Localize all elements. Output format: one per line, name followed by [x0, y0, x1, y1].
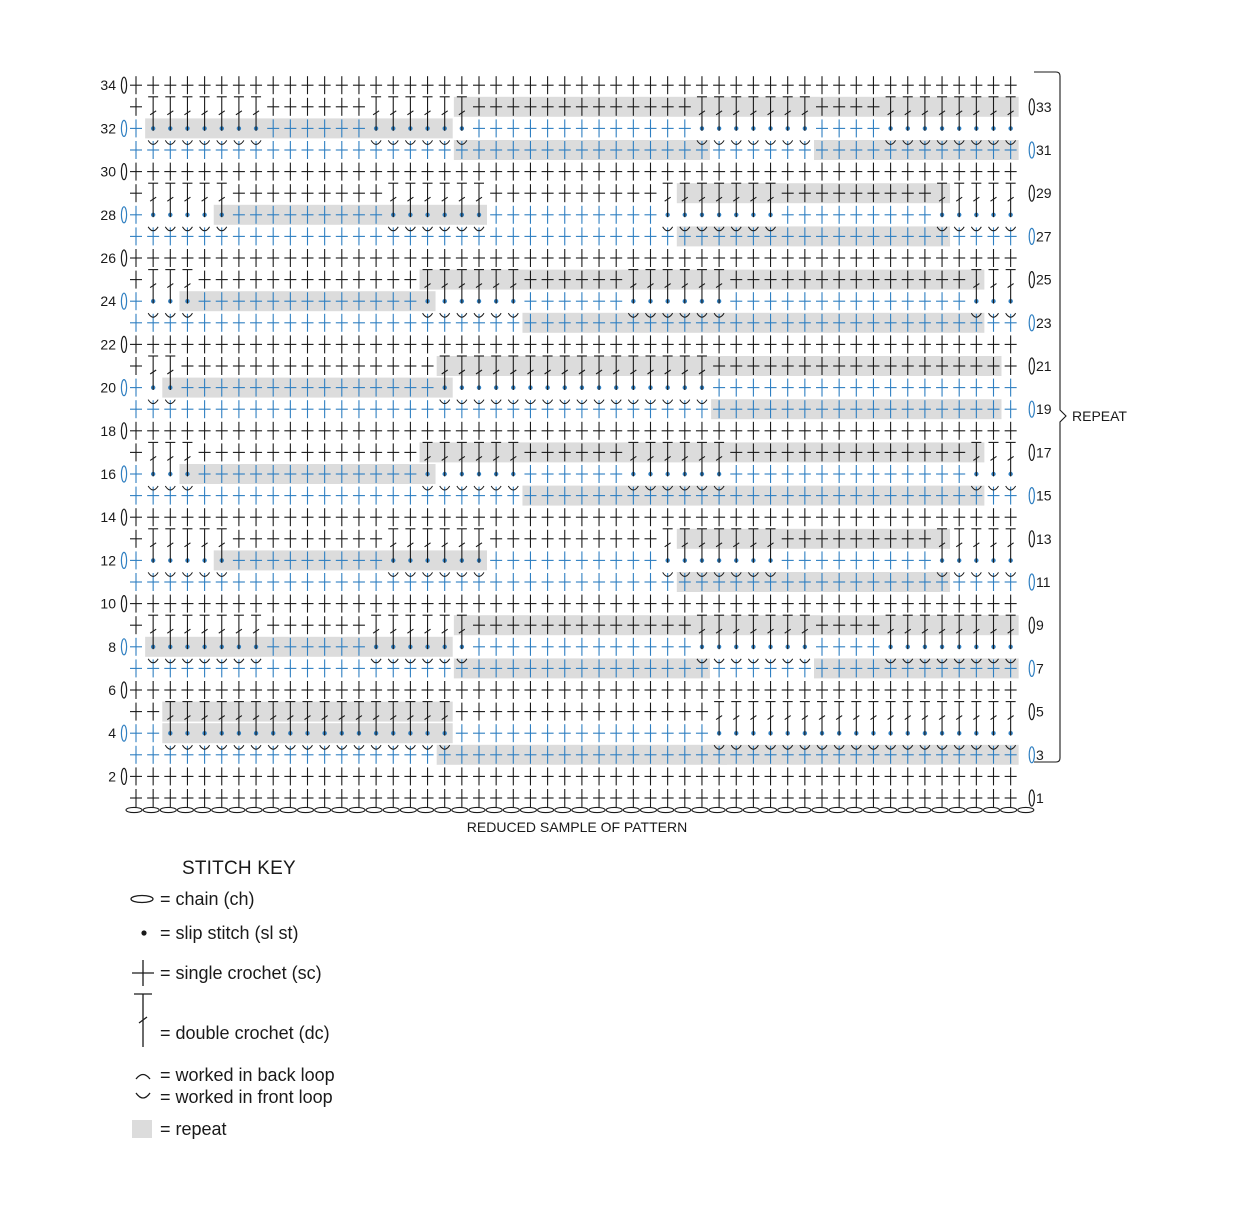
row-number-left: 18	[100, 422, 116, 439]
foundation-chain-mark	[761, 807, 777, 812]
turning-chain-mark	[1029, 747, 1034, 763]
key-label-chain: = chain (ch)	[160, 888, 255, 909]
row-number-right: 3	[1036, 746, 1044, 763]
row-number-right: 5	[1036, 703, 1044, 720]
key-label-front-loop: = worked in front loop	[160, 1086, 333, 1107]
row-number-left: 12	[100, 552, 116, 569]
turning-chain-mark	[121, 509, 126, 525]
repeat-label: REPEAT	[1072, 408, 1127, 424]
row-number-right: 13	[1036, 530, 1052, 547]
key-label-double-crochet: = double crochet (dc)	[160, 1022, 330, 1043]
row-number-left: 24	[100, 293, 116, 310]
back-loop-icon	[128, 1064, 160, 1086]
turning-chain-mark	[121, 552, 126, 568]
row-number-right: 9	[1036, 617, 1044, 634]
foundation-chain-mark	[349, 807, 365, 812]
foundation-chain-mark	[298, 807, 314, 812]
key-label-single-crochet: = single crochet (sc)	[160, 962, 322, 983]
foundation-chain-mark	[520, 807, 536, 812]
slip-stitch-icon	[128, 918, 160, 948]
chart-caption: REDUCED SAMPLE OF PATTERN	[466, 819, 688, 835]
row-number-left: 10	[100, 595, 116, 612]
row-number-right: 21	[1036, 358, 1052, 374]
foundation-chain-mark	[726, 807, 742, 812]
foundation-chain-mark	[932, 807, 948, 812]
chain-icon	[128, 884, 160, 914]
turning-chain-mark	[1029, 488, 1034, 504]
key-item-front-loop	[128, 1086, 548, 1108]
turning-chain-mark	[1029, 358, 1034, 374]
foundation-chain-mark	[486, 807, 502, 812]
foundation-chain-mark	[692, 807, 708, 812]
foundation-chain-mark	[743, 807, 759, 812]
foundation-chain-mark	[383, 807, 399, 812]
turning-chain-mark	[121, 164, 126, 180]
row-number-right: 17	[1036, 444, 1052, 461]
front-loop-icon	[128, 1086, 160, 1108]
row-number-left: 26	[100, 250, 116, 266]
foundation-chain-mark	[606, 807, 622, 812]
row-number-left: 8	[108, 638, 116, 655]
turning-chain-mark	[121, 682, 126, 698]
row-number-right: 31	[1036, 142, 1052, 158]
row-number-right: 23	[1036, 314, 1052, 331]
turning-chain-mark	[121, 77, 126, 93]
foundation-chain-mark	[675, 807, 691, 812]
row-number-right: 27	[1036, 228, 1052, 245]
foundation-chain-mark	[126, 807, 142, 812]
turning-chain-mark	[1029, 531, 1034, 547]
foundation-chain-mark	[984, 807, 1000, 812]
foundation-chain-mark	[795, 807, 811, 812]
turning-chain-mark	[1029, 272, 1034, 288]
row-number-left: 14	[100, 509, 116, 526]
repeat-band	[145, 637, 453, 657]
row-number-left: 30	[100, 163, 116, 180]
turning-chain-mark	[121, 596, 126, 612]
row-number-left: 34	[100, 77, 116, 94]
foundation-chain-mark	[418, 807, 434, 812]
row-number-right: 29	[1036, 185, 1052, 202]
foundation-chain-mark	[572, 807, 588, 812]
foundation-chain-mark	[778, 807, 794, 812]
turning-chain-mark	[121, 768, 126, 784]
turning-chain-mark	[1029, 142, 1034, 158]
foundation-chain-mark	[400, 807, 416, 812]
turning-chain-mark	[121, 639, 126, 655]
key-item-double-crochet	[128, 1018, 548, 1048]
row-number-left: 32	[100, 120, 116, 137]
foundation-chain-mark	[898, 807, 914, 812]
key-label-repeat: = repeat	[160, 1118, 227, 1139]
foundation-chain-mark	[863, 807, 879, 812]
foundation-chain-mark	[623, 807, 639, 812]
foundation-chain-mark	[641, 807, 657, 812]
row-number-left: 28	[100, 206, 116, 223]
foundation-chain-mark	[332, 807, 348, 812]
turning-chain-mark	[121, 380, 126, 396]
turning-chain-mark	[1029, 660, 1034, 676]
row-number-right: 1	[1036, 790, 1044, 806]
turning-chain-mark	[1029, 574, 1034, 590]
foundation-chain-mark	[812, 807, 828, 812]
foundation-chain-mark	[555, 807, 571, 812]
foundation-chain-mark	[829, 807, 845, 812]
turning-chain-mark	[121, 250, 126, 266]
key-item-back-loop	[128, 1064, 548, 1086]
turning-chain-mark	[121, 423, 126, 439]
foundation-chain-mark	[966, 807, 982, 812]
key-item-repeat	[128, 1114, 548, 1144]
turning-chain-mark	[1029, 315, 1034, 331]
foundation-chain-mark	[709, 807, 725, 812]
foundation-chain-mark	[1001, 807, 1017, 812]
key-item-slip-stitch	[128, 918, 548, 948]
turning-chain-mark	[121, 725, 126, 741]
foundation-chain-mark	[212, 807, 228, 812]
key-item-chain	[128, 884, 548, 914]
foundation-chain-mark	[881, 807, 897, 812]
foundation-chain-mark	[246, 807, 262, 812]
foundation-chain-mark	[589, 807, 605, 812]
row-number-left: 4	[108, 725, 116, 742]
foundation-chain-mark	[143, 807, 159, 812]
foundation-chain-mark	[538, 807, 554, 812]
turning-chain-mark	[1029, 617, 1034, 633]
key-item-single-crochet	[128, 958, 548, 988]
row-number-left: 22	[100, 336, 116, 353]
turning-chain-mark	[1029, 185, 1034, 201]
double-crochet-icon	[128, 1018, 160, 1048]
foundation-chain-mark	[503, 807, 519, 812]
row-number-right: 15	[1036, 487, 1052, 504]
stitch-key	[128, 858, 548, 1144]
foundation-chain-mark	[435, 807, 451, 812]
foundation-chain-mark	[1018, 807, 1034, 812]
turning-chain-mark	[121, 120, 126, 136]
foundation-chain-mark	[280, 807, 296, 812]
foundation-chain-mark	[366, 807, 382, 812]
turning-chain-mark	[1029, 401, 1034, 417]
row-number-left: 20	[100, 379, 116, 396]
turning-chain-mark	[1029, 228, 1034, 244]
foundation-chain-mark	[229, 807, 245, 812]
key-label-back-loop: = worked in back loop	[160, 1064, 335, 1085]
turning-chain-mark	[1029, 704, 1034, 720]
foundation-chain-mark	[263, 807, 279, 812]
foundation-chain-mark	[195, 807, 211, 812]
row-number-right: 11	[1036, 574, 1051, 590]
foundation-chain-mark	[915, 807, 931, 812]
foundation-chain-mark	[315, 807, 331, 812]
row-number-right: 7	[1036, 660, 1044, 677]
turning-chain-mark	[1029, 444, 1034, 460]
row-number-left: 6	[108, 682, 116, 698]
turning-chain-mark	[1029, 99, 1034, 115]
turning-chain-mark	[121, 207, 126, 223]
repeat-band	[145, 118, 453, 138]
row-number-right: 25	[1036, 271, 1052, 288]
row-number-left: 16	[100, 466, 116, 482]
turning-chain-mark	[121, 466, 126, 482]
foundation-chain-mark	[846, 807, 862, 812]
foundation-chain-mark	[658, 807, 674, 812]
foundation-chain-mark	[177, 807, 193, 812]
row-number-left: 2	[108, 768, 116, 785]
turning-chain-mark	[121, 336, 126, 352]
single-crochet-icon	[128, 958, 160, 988]
stitch-key-title: STITCH KEY	[182, 858, 296, 879]
foundation-chain-mark	[949, 807, 965, 812]
foundation-chain-mark	[469, 807, 485, 812]
row-number-right: 33	[1036, 98, 1052, 115]
key-label-slip-stitch: = slip stitch (sl st)	[160, 922, 299, 943]
turning-chain-mark	[121, 293, 126, 309]
row-number-right: 19	[1036, 401, 1052, 418]
repeat-swatch-icon	[128, 1114, 160, 1144]
foundation-chain-mark	[160, 807, 176, 812]
turning-chain-mark	[1029, 790, 1034, 806]
foundation-chain-mark	[452, 807, 468, 812]
